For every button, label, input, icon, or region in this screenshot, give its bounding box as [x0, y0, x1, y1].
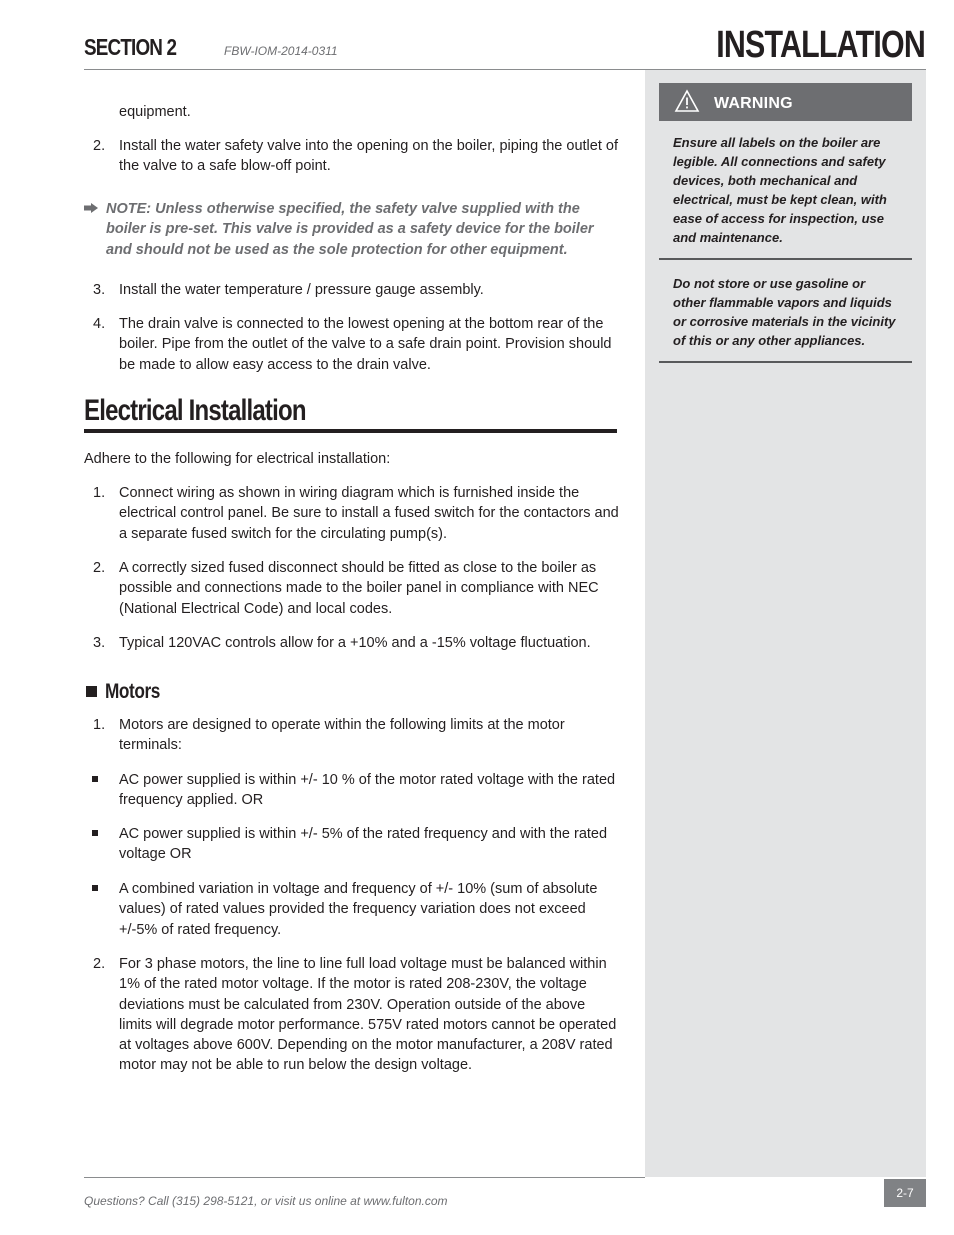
warning-divider-1 — [659, 258, 912, 260]
bullet-item: AC power supplied is within +/- 10 % of the motor rated voltage with the rated frequency applied. OR — [119, 772, 616, 809]
list-item: Install the water temperature / pressure gauge assembly. — [119, 282, 484, 298]
list-item: Motors are designed to operate within the following limits at the motor terminals: — [119, 717, 565, 754]
list-number: 2. — [93, 138, 106, 154]
list-item: For 3 phase motors, the line to line full load voltage must be balanced within 1% of the rated motor voltage. If the motor is rated 208-230V, the voltage deviations must be calculated from 230V. Operation outside of the above limits will degrade motor performance. 575V rated motors cannot be operated at voltages above 600V. Depending on the motor manufacturer, a 208V rated motor may not be able to run below the design voltage. — [119, 956, 617, 1074]
list-item: The drain valve is connected to the lowest opening at the bottom rear of the boiler. Pipe from the outlet of the valve to a safe drain point. Provision should be made to allow easy access to the drain valve. — [119, 316, 612, 373]
list-item-continuation: equipment. — [119, 104, 191, 120]
page-title: INSTALLATION — [716, 24, 925, 66]
list-item: Typical 120VAC controls allow for a +10% and a -15% voltage fluctuation. — [119, 635, 591, 651]
safety-valve-note: NOTE: Unless otherwise specified, the safety valve supplied with the boiler is pre-set. This valve is provided as a safety device for the boiler and should not be used as the sole protection for other equipment. — [106, 201, 594, 258]
list-item: Install the water safety valve into the opening on the boiler, piping the outlet of the valve to a safe blow-off point. — [119, 138, 618, 175]
footer-contact: Questions? Call (315) 298-5121, or visit us online at www.fulton.com — [84, 1194, 448, 1208]
list-number: 3. — [93, 282, 106, 298]
square-bullet-icon — [86, 686, 97, 697]
footer-divider — [84, 1177, 645, 1178]
list-item: Connect wiring as shown in wiring diagram which is furnished inside the electrical control panel. Be sure to install a fused switch for the contactors and a separate fused switch for the circulating pump(s). — [119, 485, 619, 542]
section-label: SECTION 2 — [84, 34, 177, 60]
list-number: 2. — [93, 560, 106, 576]
heading-underline — [84, 429, 617, 433]
list-number: 1. — [93, 717, 106, 733]
warning-triangle-icon — [674, 89, 700, 113]
list-number: 4. — [93, 316, 106, 332]
warning-text-2: Do not store or use gasoline or other flammable vapors and liquids or corrosive materials in the vicinity of this or any other appliances. — [673, 276, 896, 348]
warning-divider-2 — [659, 361, 912, 363]
bullet-item: AC power supplied is within +/- 5% of the rated frequency and with the rated voltage OR — [119, 826, 608, 863]
bullet-icon — [92, 830, 98, 836]
page-number: 2-7 — [884, 1179, 926, 1207]
note-arrow-icon — [84, 203, 98, 213]
document-code: FBW-IOM-2014-0311 — [224, 44, 338, 58]
section-heading: Electrical Installation — [84, 394, 306, 427]
list-number: 1. — [93, 485, 106, 501]
bullet-icon — [92, 776, 98, 782]
list-number: 3. — [93, 635, 106, 651]
intro-text: Adhere to the following for electrical installation: — [84, 451, 391, 467]
warning-label: WARNING — [714, 95, 793, 112]
bullet-item: A combined variation in voltage and frequency of +/- 10% (sum of absolute values) of rated values provided the frequency variation does not exceed +/-5% of rated frequency. — [119, 881, 598, 938]
bullet-icon — [92, 885, 98, 891]
list-number: 2. — [93, 956, 106, 972]
warning-text-1: Ensure all labels on the boiler are legible. All connections and safety devices, both mechanical and electrical, must be kept clean, with ease of access for inspection, use and maintenance. — [673, 135, 887, 245]
subsection-heading: Motors — [105, 680, 160, 703]
list-item: A correctly sized fused disconnect should be fitted as close to the boiler as possible and connections made to the boiler panel in compliance with NEC (National Electrical Code) and local codes. — [119, 560, 599, 617]
warning-header — [659, 83, 912, 121]
